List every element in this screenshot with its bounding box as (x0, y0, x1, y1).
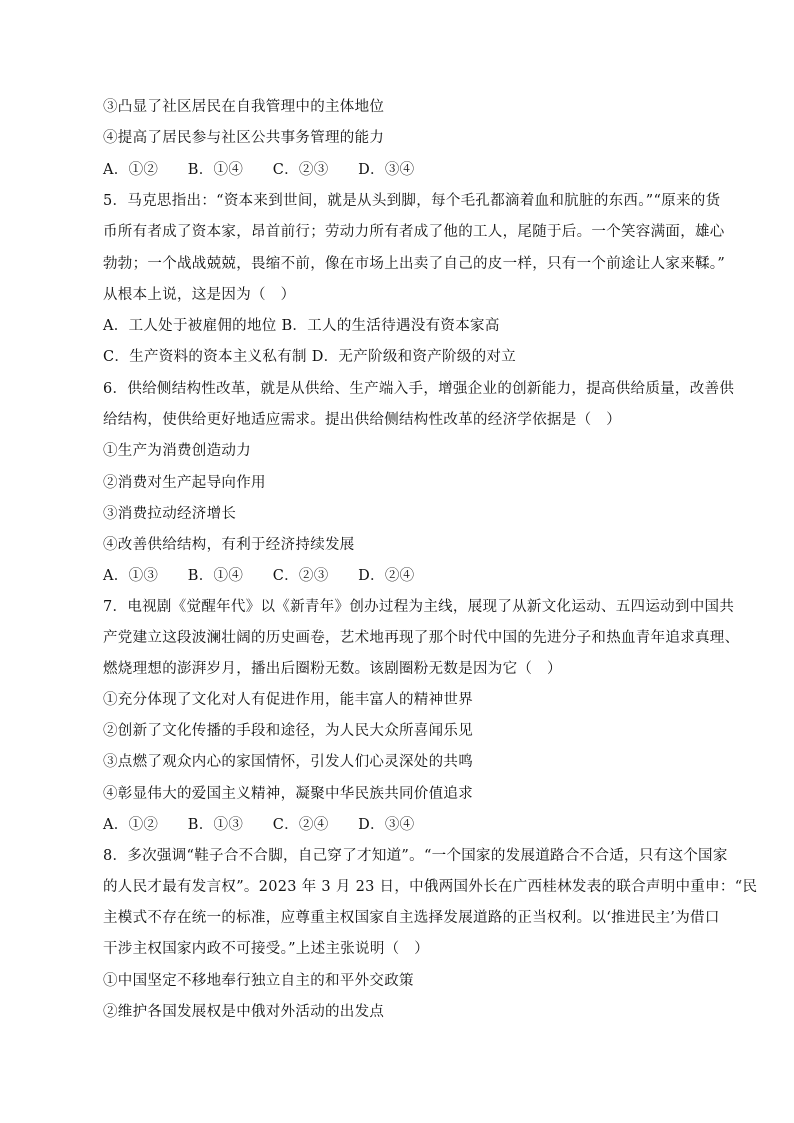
option-statement-2: ②消费对生产起导向作用 (103, 475, 266, 491)
question-5-line-1: 5．马克思指出：“资本来到世间，就是从头到脚，每个毛孔都滴着血和肮脏的东西。”“原来的货 (103, 193, 721, 209)
option-statement-4: ④改善供给结构，有利于经济持续发展 (103, 537, 355, 553)
question-5-line-3: 勃勃；一个战战兢兢，畏缩不前，像在市场上出卖了自己的皮一样，只有一个前途让人家来鞣。” (103, 256, 726, 272)
question-6-line-2: 给结构，使供给更好地适应需求。提出供给侧结构性改革的经济学依据是（ ） (103, 412, 621, 428)
option-statement-4: ④提高了居民参与社区公共事务管理的能力 (103, 130, 385, 146)
answer-choices-q5-cd: C．生产资料的资本主义私有制 D．无产阶级和资产阶级的对立 (103, 349, 517, 365)
question-6-line-1: 6．供给侧结构性改革，就是从供给、生产端入手，增强企业的创新能力，提高供给质量，改善供 (103, 381, 735, 397)
answer-choices-q4: A．①② B．①④ C．②③ D．③④ (103, 162, 415, 178)
option-statement-1: ①充分体现了文化对人有促进作用，能丰富人的精神世界 (103, 692, 473, 708)
answer-choices-q7: A．①② B．①③ C．②④ D．③④ (103, 817, 415, 833)
question-8-line-1: 8．多次强调“鞋子合不合脚，自己穿了才知道”。“一个国家的发展道路合不合适，只有这个国家 (103, 848, 728, 864)
option-statement-2: ②创新了文化传播的手段和途径，为人民大众所喜闻乐见 (103, 723, 473, 739)
option-statement-4: ④彰显伟大的爱国主义精神，凝聚中华民族共同价值追求 (103, 786, 473, 802)
option-statement-3: ③消费拉动经济增长 (103, 506, 237, 522)
option-statement-1: ①中国坚定不移地奉行独立自主的和平外交政策 (103, 973, 414, 989)
question-8-line-3: 主模式不存在统一的标准，应尊重主权国家自主选择发展道路的正当权利。以‘推进民主’为借口 (103, 910, 720, 926)
answer-choices-q5-ab: A．工人处于被雇佣的地位 B．工人的生活待遇没有资本家高 (103, 318, 500, 334)
question-8-line-2: 的人民才最有发言权”。2023 年 3 月 23 日，中俄两国外长在广西桂林发表的联合声明中重申：“民 (103, 879, 758, 895)
question-5-line-4: 从根本上说，这是因为（ ） (103, 287, 296, 303)
option-statement-3: ③凸显了社区居民在自我管理中的主体地位 (103, 99, 385, 115)
option-statement-3: ③点燃了观众内心的家国情怀，引发人们心灵深处的共鸣 (103, 754, 473, 770)
question-8-line-4: 干涉主权国家内政不可接受。”上述主张说明（ ） (103, 941, 430, 957)
question-7-line-2: 产党建立这段波澜壮阔的历史画卷，艺术地再现了那个时代中国的先进分子和热血青年追求真理、 (103, 630, 740, 646)
option-statement-2: ②维护各国发展权是中俄对外活动的出发点 (103, 1004, 385, 1020)
question-5-line-2: 币所有者成了资本家，昂首前行；劳动力所有者成了他的工人，尾随于后。一个笑容满面，雄心 (103, 224, 725, 240)
question-7-line-1: 7．电视剧《觉醒年代》以《新青年》创办过程为主线，展现了从新文化运动、五四运动到中国共 (103, 599, 735, 615)
question-7-line-3: 燃烧理想的澎湃岁月，播出后圈粉无数。该剧圈粉无数是因为它（ ） (103, 661, 562, 677)
option-statement-1: ①生产为消费创造动力 (103, 443, 251, 459)
answer-choices-q6: A．①③ B．①④ C．②③ D．②④ (103, 568, 415, 584)
